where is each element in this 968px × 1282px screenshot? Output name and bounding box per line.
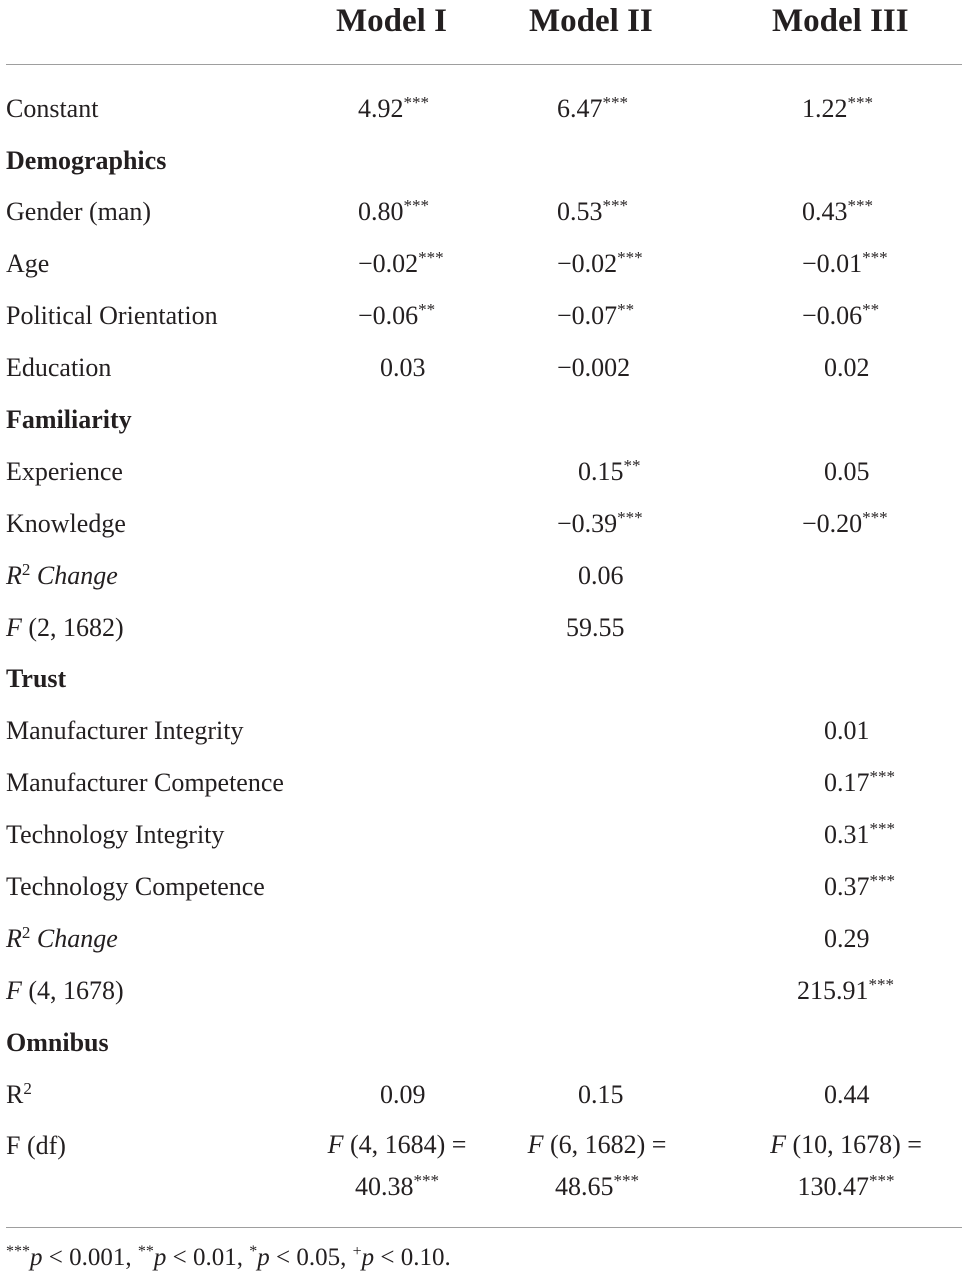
row-label: F (4, 1678) bbox=[6, 976, 124, 1005]
model-1-value: 0.09 bbox=[380, 1080, 426, 1109]
model-3-value: 0.37*** bbox=[824, 871, 895, 901]
row-label: F (df) bbox=[6, 1131, 66, 1160]
model-3-value: 0.02 bbox=[824, 353, 870, 382]
model-2-value: 59.55 bbox=[566, 613, 625, 642]
table-row-f-trust bbox=[0, 965, 968, 1017]
row-label: Constant bbox=[6, 94, 99, 123]
row-label: $R^2$ Change bbox=[6, 923, 118, 953]
row-label: Technology Integrity bbox=[6, 820, 225, 849]
section-label: Demographics bbox=[6, 146, 167, 175]
model-3-value: 0.31*** bbox=[824, 819, 895, 849]
header-model-3: Model III bbox=[772, 3, 909, 39]
row-label: Gender (man) bbox=[6, 197, 152, 226]
model-2-value: 0.53*** bbox=[557, 196, 628, 226]
model-3-value: 0.01 bbox=[824, 716, 870, 745]
table-row-manufacturer-competence bbox=[0, 757, 968, 809]
section-label: Familiarity bbox=[6, 405, 132, 434]
row-label: $R^2$ Change bbox=[6, 560, 118, 590]
table-row-education bbox=[0, 342, 968, 394]
table-row-manufacturer-integrity bbox=[0, 705, 968, 757]
section-trust bbox=[0, 653, 968, 705]
model-3-value: 0.05 bbox=[824, 457, 870, 486]
model-3-value: −0.20*** bbox=[802, 508, 888, 538]
model-2-value: 0.15** bbox=[578, 456, 641, 486]
table-row-technology-integrity bbox=[0, 809, 968, 861]
model-1-value: −0.02*** bbox=[358, 248, 444, 278]
model-1-value: −0.06** bbox=[358, 300, 436, 330]
model-2-value: 6.47*** bbox=[557, 93, 628, 123]
model-2-f-df-value: F (6, 1682) = 48.65*** bbox=[527, 1130, 667, 1201]
model-1-value: 0.03 bbox=[380, 353, 426, 382]
model-3-value: 0.44 bbox=[824, 1080, 870, 1109]
table-row-political-orientation bbox=[0, 290, 968, 342]
table-row-experience bbox=[0, 446, 968, 498]
section-label: Omnibus bbox=[6, 1028, 109, 1057]
model-3-value: −0.06** bbox=[802, 300, 880, 330]
model-3-value: 1.22*** bbox=[802, 93, 873, 123]
section-demographics bbox=[0, 135, 968, 187]
table-row-r2 bbox=[0, 1069, 968, 1121]
model-3-value: 0.17*** bbox=[824, 767, 895, 797]
header-model-2: Model II bbox=[529, 3, 653, 39]
section-familiarity bbox=[0, 394, 968, 446]
table-row-age bbox=[0, 238, 968, 290]
section-omnibus bbox=[0, 1017, 968, 1069]
header-rule bbox=[6, 64, 962, 65]
footer-rule bbox=[6, 1227, 962, 1228]
table-row-r2-change-trust bbox=[0, 913, 968, 965]
section-label: Trust bbox=[6, 664, 67, 693]
row-label: Political Orientation bbox=[6, 301, 218, 330]
row-label: F (2, 1682) bbox=[6, 613, 124, 642]
model-2-value: 0.15 bbox=[578, 1080, 624, 1109]
row-label: Manufacturer Competence bbox=[6, 768, 284, 797]
table-row-constant bbox=[0, 83, 968, 135]
model-3-value: 0.43*** bbox=[802, 196, 873, 226]
table-row-knowledge bbox=[0, 498, 968, 550]
model-1-value: 0.80*** bbox=[358, 196, 429, 226]
row-label: $R^2$ bbox=[6, 1079, 32, 1109]
row-label: Age bbox=[6, 249, 50, 278]
model-3-value: 215.91*** bbox=[797, 975, 894, 1005]
model-1-f-df-value: F (4, 1684) = 40.38*** bbox=[327, 1130, 467, 1201]
row-label: Technology Competence bbox=[6, 872, 265, 901]
model-2-value: −0.07** bbox=[557, 300, 635, 330]
header-model-1: Model I bbox=[336, 3, 447, 39]
table-row-gender bbox=[0, 186, 968, 238]
model-2-value: −0.02*** bbox=[557, 248, 643, 278]
model-3-value: −0.01*** bbox=[802, 248, 888, 278]
significance-footnote: ***p < 0.001, **p < 0.01, *p < 0.05, +p < 0.10. bbox=[6, 1243, 451, 1271]
row-label: Experience bbox=[6, 457, 123, 486]
model-2-value: −0.39*** bbox=[557, 508, 643, 538]
model-3-value: 0.29 bbox=[824, 924, 870, 953]
table-row-technology-competence bbox=[0, 861, 968, 913]
model-2-value: −0.002 bbox=[557, 353, 631, 382]
model-2-value: 0.06 bbox=[578, 561, 624, 590]
table-row-f-familiarity bbox=[0, 602, 968, 654]
row-label: Manufacturer Integrity bbox=[6, 716, 244, 745]
row-label: Education bbox=[6, 353, 112, 382]
table-row-r2-change-familiarity bbox=[0, 550, 968, 602]
model-3-f-df-value: F (10, 1678) = 130.47*** bbox=[770, 1130, 922, 1201]
row-label: Knowledge bbox=[6, 509, 126, 538]
model-1-value: 4.92*** bbox=[358, 93, 429, 123]
